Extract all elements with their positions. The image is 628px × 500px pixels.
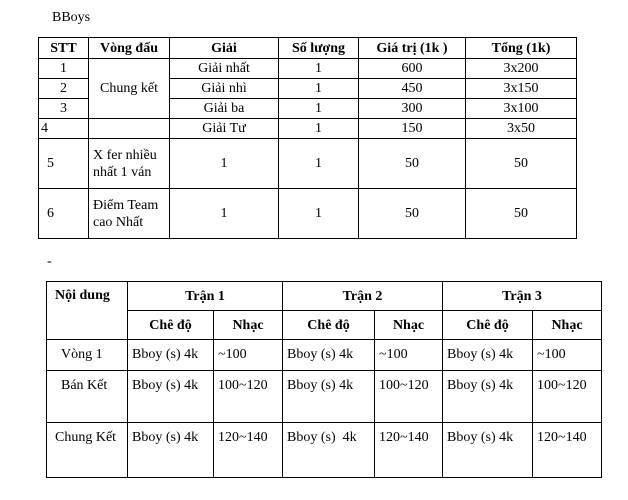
quantity-cell: 1: [279, 59, 359, 79]
mode-cell: Bboy (s) 4k: [283, 340, 375, 371]
mode-cell: Bboy (s) 4k: [443, 340, 533, 371]
header-match-3: Trận 3: [443, 282, 602, 311]
music-cell: ~100: [533, 340, 602, 371]
music-cell: ~100: [375, 340, 443, 371]
subheader-mode: Chê độ: [443, 311, 533, 340]
music-cell: 120~140: [375, 423, 443, 478]
mode-cell: Bboy (s) 4k: [283, 423, 375, 478]
round-cell: Điểm Team cao Nhất: [89, 189, 170, 239]
quantity-cell: 1: [279, 79, 359, 99]
subheader-music: Nhạc: [214, 311, 283, 340]
table-row: [39, 59, 577, 79]
schedule-header-row: [47, 282, 602, 311]
round-label: Bán Kết: [47, 371, 128, 423]
header-match-1: Trận 1: [128, 282, 283, 311]
mode-cell: Bboy (s) 4k: [128, 340, 214, 371]
total-cell: 3x100: [466, 99, 577, 119]
prize-table: [38, 37, 577, 239]
table-row: [39, 189, 577, 239]
quantity-cell: 1: [279, 99, 359, 119]
header-round: Vòng đấu: [89, 38, 170, 59]
round-cell-empty: [89, 119, 170, 139]
music-cell: 100~120: [533, 371, 602, 423]
quantity-cell: 1: [279, 189, 359, 239]
music-cell: 120~140: [214, 423, 283, 478]
round-cell: X fer nhiều nhất 1 ván: [89, 139, 170, 189]
value-cell: 150: [359, 119, 466, 139]
value-cell: 600: [359, 59, 466, 79]
value-cell: 50: [359, 189, 466, 239]
table-row: [39, 139, 577, 189]
subheader-music: Nhạc: [533, 311, 602, 340]
mode-cell: Bboy (s) 4k: [443, 423, 533, 478]
quantity-cell: 1: [279, 139, 359, 189]
stt-cell: 4: [39, 119, 89, 139]
mode-cell: Bboy (s) 4k: [128, 423, 214, 478]
total-cell: 3x50: [466, 119, 577, 139]
prize-cell: 1: [170, 139, 279, 189]
header-value: Giá trị (1k ): [359, 38, 466, 59]
value-cell: 300: [359, 99, 466, 119]
subheader-mode: Chê độ: [128, 311, 214, 340]
round-label: Vòng 1: [47, 340, 128, 371]
mode-cell: Bboy (s) 4k: [443, 371, 533, 423]
header-stt: STT: [39, 38, 89, 59]
prize-cell: 1: [170, 189, 279, 239]
page-title: BBoys: [52, 10, 91, 25]
total-cell: 50: [466, 139, 577, 189]
music-cell: ~100: [214, 340, 283, 371]
stt-cell: 1: [39, 59, 89, 79]
total-cell: 3x150: [466, 79, 577, 99]
music-cell: 120~140: [533, 423, 602, 478]
mode-cell: Bboy (s) 4k: [283, 371, 375, 423]
value-cell: 450: [359, 79, 466, 99]
round-label: Chung Kết: [47, 423, 128, 478]
music-cell: 100~120: [214, 371, 283, 423]
header-quantity: Số lượng: [279, 38, 359, 59]
header-prize: Giải: [170, 38, 279, 59]
prize-header-row: [39, 38, 577, 59]
mode-cell: Bboy (s) 4k: [128, 371, 214, 423]
schedule-table: [46, 281, 602, 478]
subheader-mode: Chê độ: [283, 311, 375, 340]
music-cell: 100~120: [375, 371, 443, 423]
schedule-subheader-row: [47, 311, 602, 340]
prize-cell: Giải nhất: [170, 59, 279, 79]
stt-cell: 5: [39, 139, 89, 189]
table-row: [39, 119, 577, 139]
round-cell-final: Chung kết: [89, 59, 170, 119]
quantity-cell: 1: [279, 119, 359, 139]
total-cell: 3x200: [466, 59, 577, 79]
stt-cell: 6: [39, 189, 89, 239]
table-row: [47, 340, 602, 371]
prize-cell: Giải nhì: [170, 79, 279, 99]
prize-cell: Giải Tư: [170, 119, 279, 139]
total-cell: 50: [466, 189, 577, 239]
header-match-2: Trận 2: [283, 282, 443, 311]
table-row: [47, 423, 602, 478]
prize-cell: Giải ba: [170, 99, 279, 119]
table-row: [47, 371, 602, 423]
separator-dash: -: [47, 254, 52, 269]
header-total: Tổng (1k): [466, 38, 577, 59]
stt-cell: 3: [39, 99, 89, 119]
header-content: Nội dung: [47, 282, 128, 340]
subheader-music: Nhạc: [375, 311, 443, 340]
stt-cell: 2: [39, 79, 89, 99]
value-cell: 50: [359, 139, 466, 189]
